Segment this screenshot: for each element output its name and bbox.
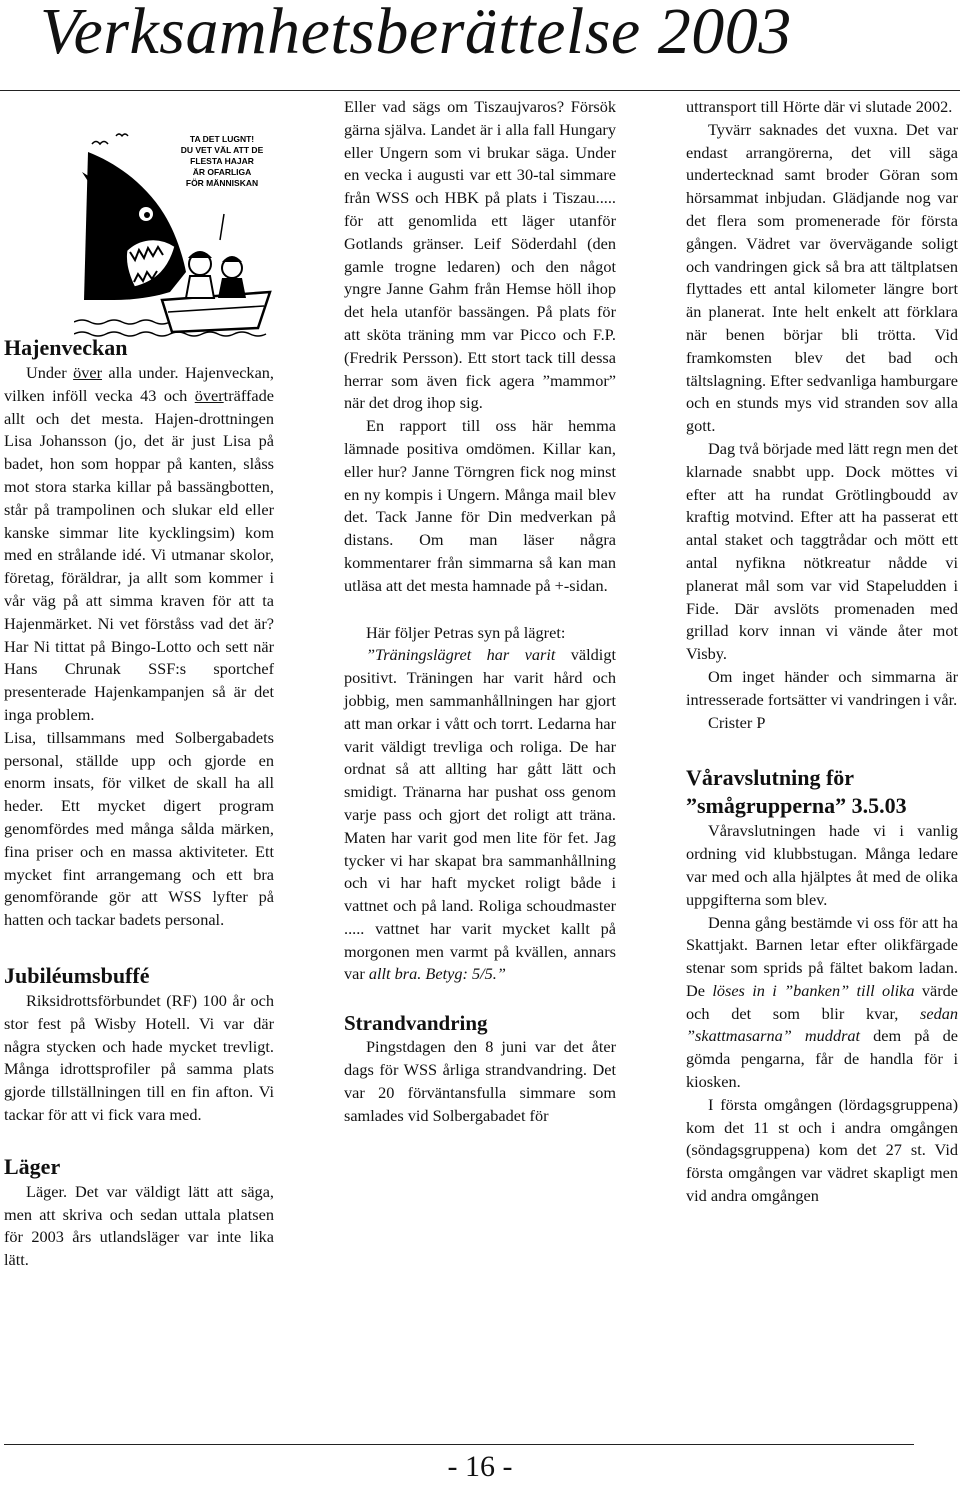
hajenveckan-heading: Hajenveckan — [4, 335, 128, 360]
caption-line: FLESTA HAJAR — [190, 156, 254, 166]
varavslutning-paragraph-3: I första omgången (lördagsgruppena) kom det 11 st och i andra omgången (söndagsgruppena) kom det 27 st. Vid första omgången var vädret skapligt men vid andra omgången — [686, 1094, 958, 1206]
strandvandring-heading: Strandvandring — [344, 1011, 488, 1036]
jubileum-heading: Jubiléumsbuffé — [4, 962, 150, 988]
page-number: - 16 - — [447, 1450, 513, 1483]
signature: Crister P — [708, 712, 766, 732]
hajenveckan-paragraph-2: Lisa, tillsammans med Solbergabadets personal, ställde upp och gjorde en enorm insats, för vilket de skall ha all heder. Ett mycket digert program genomfördes med många sålda märken, fina priser och en massa aktiviteter. Ett mycket fint arrangemang och ett bra genomförande gör att WSS lyfter på hatten och tackar badets personal. — [4, 727, 274, 930]
col3-paragraph-1: uttransport till Hörte där vi slutade 2002. — [686, 97, 953, 116]
column-3 — [686, 96, 958, 1208]
caption-line: ÄR OFARLIGA — [192, 167, 252, 177]
column-2 — [344, 96, 616, 1127]
jubileum-paragraph: Riksidrottsförbundet (RF) 100 år och stor fest på Wisby Hotell. Vi var där några stycken och hade mycket trevligt. Många idrottsprofiler på samma plats gjorde tillställningen till en fin afton. Vi tackar för att vi fick vara med. — [4, 990, 274, 1124]
document-title: Verksamhetsberättelse 2003 — [40, 0, 792, 68]
caption-line: FÖR MÄNNISKAN — [185, 178, 259, 188]
col2-quote: ”Träningslägret har varit väldigt positivt. Träningen har varit hård och jobbig, men sammanhållningen har gjort att man orkar i vått och torrt. Ledarna har varit väldigt trevliga och roliga. De har ordnat så att allting har gått lätt och smidigt. Tränarna har pushat oss genom varje pass och gjort det roligt att träna. Maten har varit god men lite för fet. Jag tycker vi har skapat bra sammanhållning och vi har haft mycket roligt både i vattnet och på land. Roliga schoudmaster ..... vattnet har varit mycket kallt på morgonen men varmt på kvällen, annars var allt bra. Betyg: 5/5.” — [344, 645, 616, 984]
col2-paragraph-2: En rapport till oss här hemma lämnade positiva omdömen. Killar kan, eller hur? Janne Törngren fick nog minst en ny kompis i Ungern. Många mail blev det. Tack Janne för Din medverkan på distans. Om man läser några kommentarer från simmarna så kan man utläsa att det mesta hamnade på +-sidan. — [344, 416, 616, 595]
col3-paragraph-3: Dag två började med lätt regn men det klarnade snabbt upp. Dock möttes vi efter att ha rundat Grötlingboudd av kraftig motvind. Efter att ha passerat ett antal staket och taggtrådar och mött ett antal nyfikna nötkreatur nådde vi planerat mål som var vid Stapeludden i Fide. Där avslöts promenaden med grillad korv innan vi vände åter mot Visby. — [686, 438, 959, 664]
caption-line: DU VET VÄL ATT DE — [180, 145, 264, 155]
col3-paragraph-2: Tyvärr saknades det vuxna. Det var endast arrangörerna, det vill säga undertecknad samt broder Göran som hörsammat inbjudan. Glädjande nog var det flera som promenerade för första gången. Vädret var övervägande soligt och vandringen gick så bra att tältplatsen flyttades ett antal kilometer längre bort än planerat. Inte helt enkelt att förklara när benen börjar bli trötta. Vid framkomsten blev det bad och tältslagning. Efter sedvanliga hamburgare och en stunds mys vid stranden sov alla gott. — [686, 119, 958, 436]
varavslutning-heading-line-2: ”smågrupperna” 3.5.03 — [686, 793, 907, 819]
caption-line: TA DET LUGNT! — [189, 134, 255, 144]
hajenveckan-paragraph-1: Under över alla under. Hajenveckan, vilken inföll vecka 43 och överträffade allt och det mesta. Hajen-drottningen Lisa Johansson (jo, det är just Lisa på badet, hon som hoppar på kanten, slåss mot stora starka killar på bassängbotten, står på trampolinen och slukar eld eller kanske simmar lite kycklingsim) kom med en strålande idé. Vi utmanar skolor, företag, föräldrar, ja allt som kommer i vår väg på att simma kraven för att ta Hajenmärket. Ni vet förståss vad det är? Har Ni tittat på Bingo-Lotto och sett när Hans Chrunak SSF:s sportchef presenterade Hajenkampanjen så är det inga problem. — [4, 363, 275, 724]
varavslutning-paragraph-2: Denna gång bestämde vi oss för att ha Skattjakt. Barnen letar efter olikfärgade stenar som sprids på fältet bakom ladan. De löses in i ”banken” till olika värde och det som blir kvar, sedan ”skattmasarna” muddrat dem på de gömda pengarna, får de handla för i kiosken. — [686, 912, 959, 1092]
varavslutning-paragraph-1: Våravslutningen hade vi i vanlig ordning vid klubbstugan. Många ledare var med och alla hjälptes åt med de olika uppgifterna som blev. — [686, 821, 958, 909]
shark-cartoon-image — [74, 122, 344, 340]
footer-rule — [4, 1444, 914, 1445]
lager-paragraph: Läger. Det var väldigt lätt att säga, men att skriva och sedan uttala platsen för 2003 års utlandsläger var inte lika lätt. — [4, 1181, 274, 1270]
varavslutning-heading-line-1: Våravslutning för — [686, 765, 855, 791]
col3-paragraph-4: Om inget händer och simmarna är intresserade fortsätter vi vandringen i vår. — [686, 666, 958, 709]
header-rule — [0, 90, 960, 91]
strandvandring-paragraph: Pingstdagen den 8 juni var det åter dags för WSS årliga strandvandring. Det var 20 förväntansfulla simmare som samlades vid Solbergabadet för — [344, 1037, 616, 1125]
page-header — [0, 0, 960, 92]
col2-paragraph-3: Här följer Petras syn på lägret: — [366, 622, 566, 642]
lager-heading: Läger — [4, 1153, 61, 1179]
column-1 — [4, 94, 274, 1272]
col2-paragraph-1: Eller vad sägs om Tiszaujvaros? Försök gärna själva. Landet är i alla fall Hungary eller Ungern som vi brukar säga. Under en vecka i augusti var ett 30-tal simmare från WSS och HBK på plats i Tiszau..... för att genomlida ett läger utanför Gotlands gränser. Leif Söderdahl (den gamle trogne ledaren) och den något yngre Janne Gahm från Hemse höll ihop det hela utanför bassängen. På plats för att sköta träning mm var Picco och F.P. (Fredrik Persson). Ett stort tack till dessa herrar som även fick agera ”mammor” när det drog ihop sig. — [344, 97, 616, 413]
